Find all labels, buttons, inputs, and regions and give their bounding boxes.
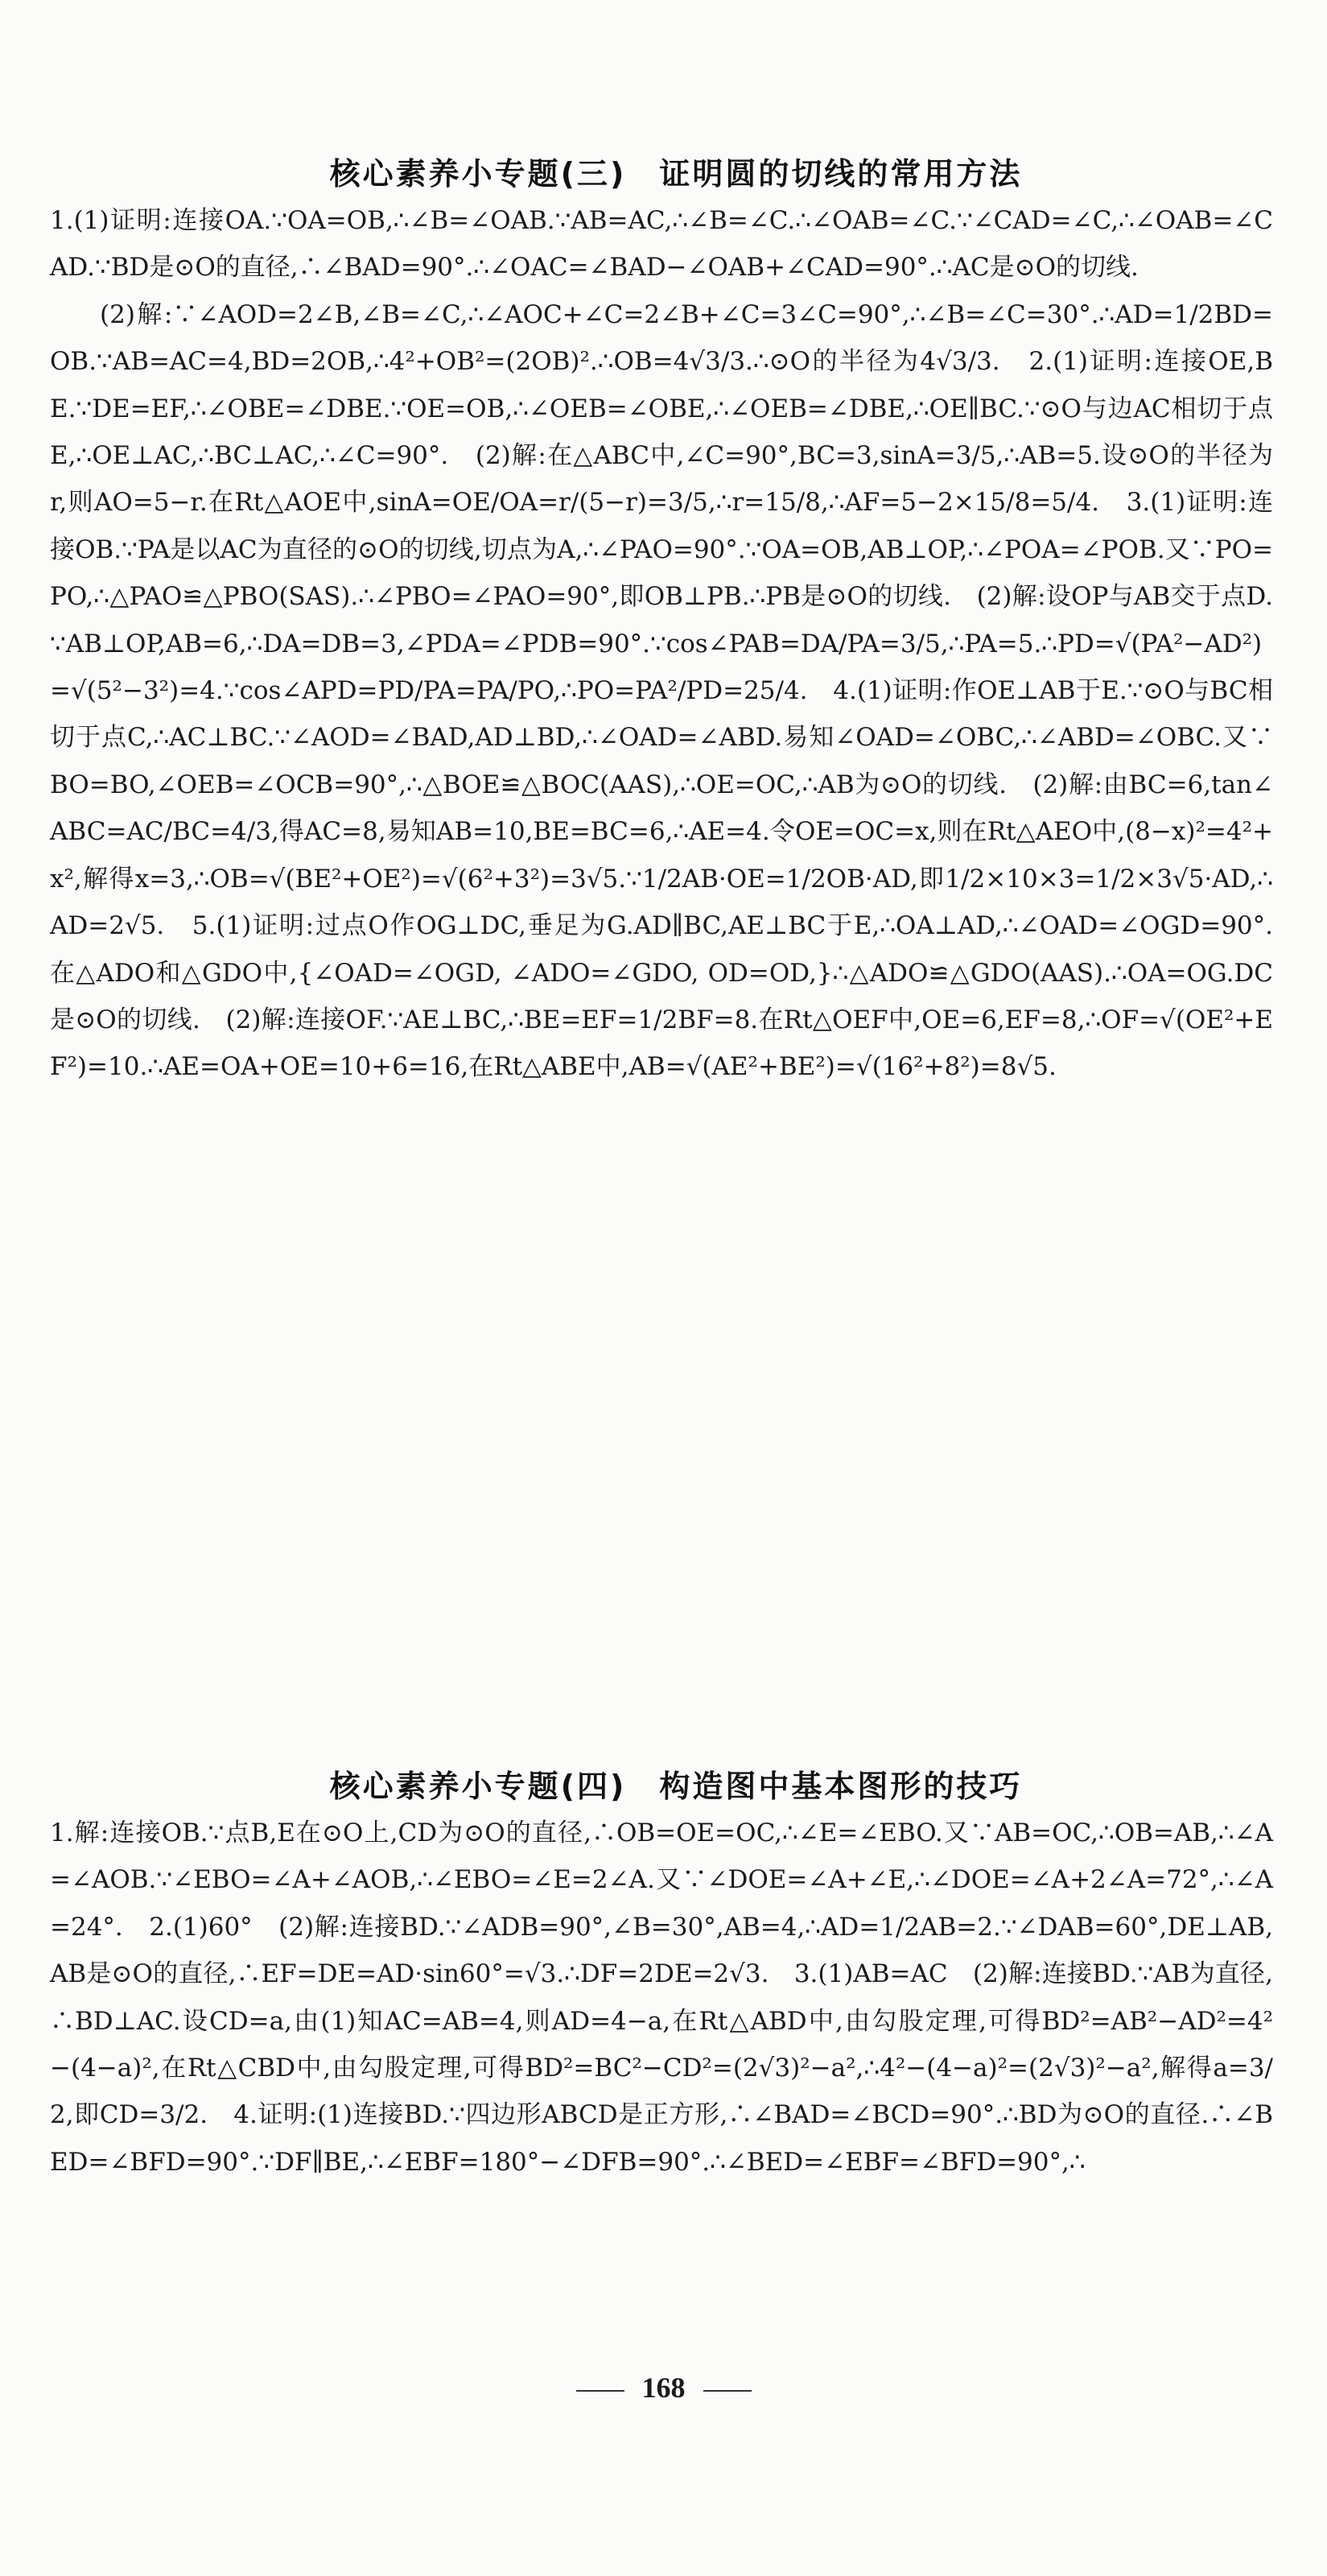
answer-paragraph: 1.解:连接OB.∵点B,E在⊙O上,CD为⊙O的直径,∴OB=OE=OC,∴∠E=∠EBO.又∵AB=OC,∴OB=AB,∴∠A=∠AOB.∵∠EBO=∠A+∠AOB,∴∠EBO=∠E=2∠A.又∵∠DOE=∠A+∠E,∴∠DOE=∠A+2∠A=72°,∴∠A=24°. 2.(1)60° (2)解:连接BD.∵∠ADB=90°,∠B=30°,AB=4,∴AD=1/2AB=2.∵∠DAB=60°,DE⊥AB,AB是⊙O的直径,∴EF=DE=AD·sin60°=√3.∴DF=2DE=2√3. 3.(1)AB=AC (2)解:连接BD.∵AB为直径,∴BD⊥AC.设CD=a,由(1)知AC=AB=4,则AD=4−a,在Rt△ABD中,由勾股定理,可得BD²=AB²−AD²=4²−(4−a)²,在Rt△CBD中,由勾股定理,可得BD²=BC²−CD²=(2√3)²−a²,∴4²−(4−a)²=(2√3)²−a²,解得a=3/2,即CD=3/2. 4.证明:(1)连接BD.∵四边形ABCD是正方形,∴∠BAD=∠BCD=90°.∴BD为⊙O的直径.∴∠BED=∠BFD=90°.∵DF∥BE,∴∠EBF=180°−∠DFB=90°.∴∠BED=∠EBF=∠BFD=90°,∴ [50,1818,1273,2177]
section-title-3: 核心素养小专题(三) 证明圆的切线的常用方法 [329,156,1023,192]
answer-paragraph: (2)解:∵∠AOD=2∠B,∠B=∠C,∴∠AOC+∠C=2∠B+∠C=3∠C=90°,∴∠B=∠C=30°.∴AD=1/2BD=OB.∵AB=AC=4,BD=2OB,∴4²+OB²=(2OB)².∴OB=4√3/3.∴⊙O的半径为4√3/3. 2.(1)证明:连接OE,BE.∵DE=EF,∴∠OBE=∠DBE.∵OE=OB,∴∠OEB=∠OBE,∴∠OEB=∠DBE,∴OE∥BC.∵⊙O与边AC相切于点E,∴OE⊥AC,∴BC⊥AC,∴∠C=90°. (2)解:在△ABC中,∠C=90°,BC=3,sinA=3/5,∴AB=5.设⊙O的半径为r,则AO=5−r.在Rt△AOE中,sinA=OE/OA=r/(5−r)=3/5,∴r=15/8,∴AF=5−2×15/8=5/4. 3.(1)证明:连接OB.∵PA是以AC为直径的⊙O的切线,切点为A,∴∠PAO=90°.∵OA=OB,AB⊥OP,∴∠POA=∠POB.又∵PO=PO,∴△PAO≌△PBO(SAS).∴∠PBO=∠PAO=90°,即OB⊥PB.∴PB是⊙O的切线. (2)解:设OP与AB交于点D.∵AB⊥OP,AB=6,∴DA=DB=3,∠PDA=∠PDB=90°.∵cos∠PAB=DA/PA=3/5,∴PA=5.∴PD=√(PA²−AD²)=√(5²−3²)=4.∵cos∠APD=PD/PA=PA/PO,∴PO=PA²/PD=25/4. 4.(1)证明:作OE⊥AB于E.∵⊙O与BC相切于点C,∴AC⊥BC.∵∠AOD=∠BAD,AD⊥BD,∴∠OAD=∠ABD.易知∠OAD=∠OBC,∴∠ABD=∠OBC.又∵BO=BO,∠OEB=∠OCB=90°,∴△BOE≌△BOC(AAS),∴OE=OC,∴AB为⊙O的切线. (2)解:由BC=6,tan∠ABC=AC/BC=4/3,得AC=8,易知AB=10,BE=BC=6,∴AE=4.令OE=OC=x,则在Rt△AEO中,(8−x)²=4²+x²,解得x=3,∴OB=√(BE²+OE²)=√(6²+3²)=3√5.∵1/2AB·OE=1/2OB·AD,即1/2×10×3=1/2×3√5·AD,∴AD=2√5. 5.(1)证明:过点O作OG⊥DC,垂足为G.AD∥BC,AE⊥BC于E,∴OA⊥AD,∴∠OAD=∠OGD=90°.在△ADO和△GDO中,{∠OAD=∠OGD, ∠ADO=∠GDO, OD=OD,}∴△ADO≌△GDO(AAS).∴OA=OG.DC是⊙O的切线. (2)解:连接OF.∵AE⊥BC,∴BE=EF=1/2BF=8.在Rt△OEF中,OE=6,EF=8,∴OF=√(OE²+EF²)=10.∴AE=OA+OE=10+6=16,在Rt△ABE中,AB=√(AE²+BE²)=√(16²+8²)=8√5. [50,299,1273,1082]
section-title-4: 核心素养小专题(四) 构造图中基本图形的技巧 [329,1769,1023,1804]
section-body-3 [50,197,1273,1091]
page-number-footer [0,2371,1327,2405]
answer-paragraph: 1.(1)证明:连接OA.∵OA=OB,∴∠B=∠OAB.∵AB=AC,∴∠B=∠C.∴∠OAB=∠C.∵∠CAD=∠C,∴∠OAB=∠CAD.∵BD是⊙O的直径,∴∠BAD=90°.∴∠OAC=∠BAD−∠OAB+∠CAD=90°.∴AC是⊙O的切线. [50,206,1273,283]
page-number: 168 [641,2372,686,2404]
footer-dash-left [576,2390,624,2392]
section-body-4 [50,1810,1273,2186]
footer-dash-right [703,2390,752,2392]
